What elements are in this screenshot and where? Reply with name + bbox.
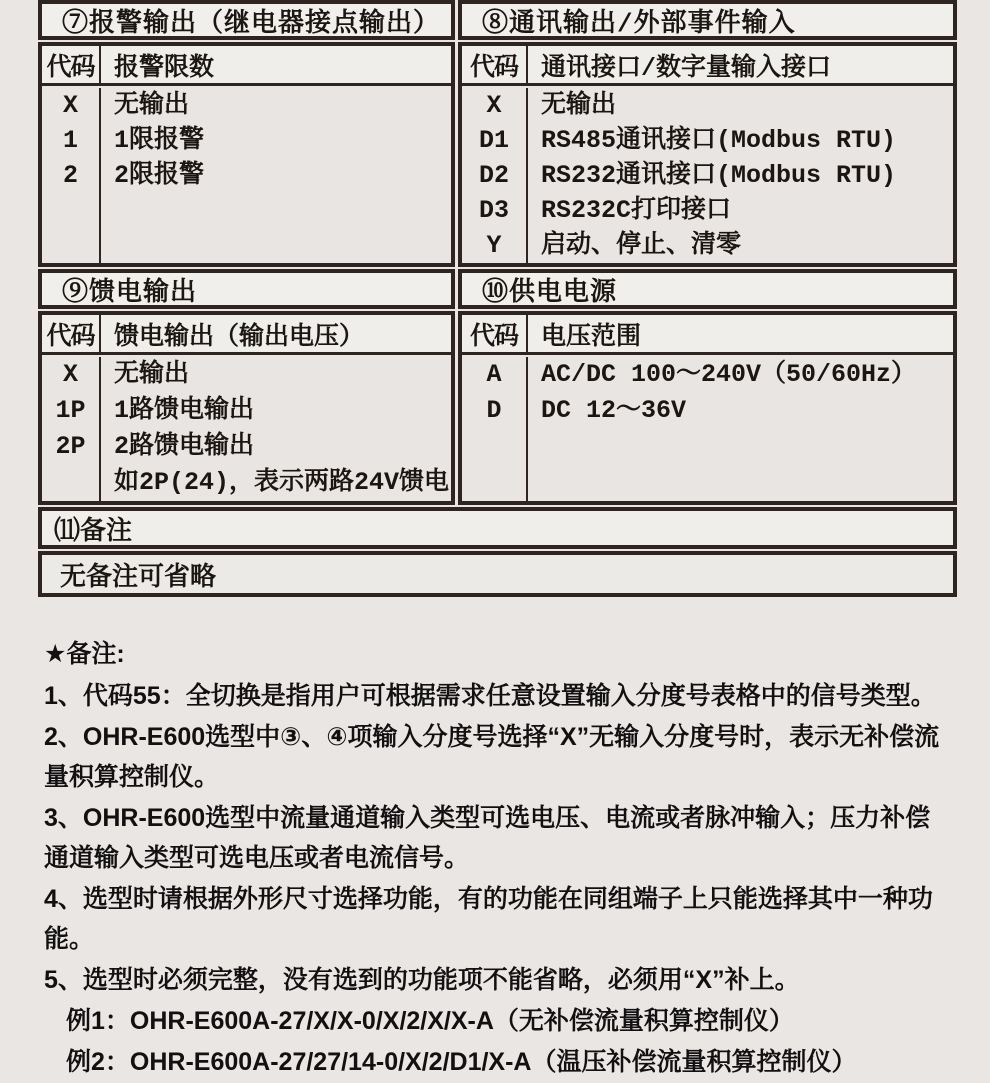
comm-header-desc: 通讯接口/数字量输入接口 <box>541 53 832 83</box>
feed-table-header <box>42 315 451 355</box>
alarm-section-title <box>38 0 455 40</box>
comm-desc-column <box>528 88 953 263</box>
table-row-code: Y <box>486 231 502 260</box>
table-row-desc: 无输出 <box>541 91 617 120</box>
remark-section-title <box>38 507 957 549</box>
power-header-desc: 电压范围 <box>541 322 642 352</box>
note-item: 4、选型时请根据外形尺寸选择功能，有的功能在同组端子上只能选择其中一种功能。 <box>44 885 933 953</box>
table-row-code: 2 <box>62 161 78 190</box>
table-row-code: A <box>486 360 502 389</box>
tables-grid <box>38 0 957 505</box>
remark-section-content <box>38 551 957 597</box>
feed-desc-column <box>101 357 451 501</box>
table-row-code: D3 <box>478 196 509 225</box>
table-row-desc: 如2P(24)，表示两路24V馈电 <box>114 468 450 497</box>
power-title-text: ⑩供电电源 <box>482 277 618 308</box>
remark-title-text: ⑾备注 <box>54 516 133 547</box>
table-row-desc: 无输出 <box>114 360 190 389</box>
remark-content-text: 无备注可省略 <box>60 562 217 593</box>
note-item: 2、OHR-E600选型中③、④项输入分度号选择“X”无输入分度号时，表示无补偿流量积算控制仪。 <box>44 723 940 791</box>
selection-tables <box>38 0 957 597</box>
notes-title: ★备注: <box>44 640 125 668</box>
table-row-desc: 无输出 <box>114 91 190 120</box>
table-row-desc: RS232通讯接口(Modbus RTU) <box>541 161 897 190</box>
comm-table <box>458 42 957 267</box>
note-item: 1、代码55：全切换是指用户可根据需求任意设置输入分度号表格中的信号类型。 <box>44 682 936 710</box>
feed-section-title <box>38 269 455 309</box>
note-item: 3、OHR-E600选型中流量通道输入类型可选电压、电流或者脉冲输入；压力补偿通道输入类型可选电压或者电流信号。 <box>44 804 931 872</box>
table-row-code: D2 <box>478 161 509 190</box>
alarm-table-header <box>42 46 451 86</box>
table-row-desc: RS485通讯接口(Modbus RTU) <box>541 126 897 155</box>
power-desc-column <box>528 357 953 501</box>
alarm-header-code: 代码 <box>42 46 101 83</box>
note-example: 例1：OHR-E600A-27/X/X-0/X/2/X/X-A（无补偿流量积算控制仪） <box>66 1007 794 1035</box>
comm-code-column <box>462 88 528 263</box>
power-table <box>458 311 957 505</box>
note-example: 例2：OHR-E600A-27/27/14-0/X/2/D1/X-A（温压补偿流量积算控制仪） <box>66 1048 857 1076</box>
power-section-title <box>458 269 957 309</box>
note-item: 5、选型时必须完整，没有选到的功能项不能省略，必须用“X”补上。 <box>44 966 800 994</box>
table-row-code: X <box>62 360 78 389</box>
table-row-desc: 2路馈电输出 <box>114 432 255 461</box>
alarm-table-body <box>42 86 451 263</box>
feed-code-column <box>42 357 101 501</box>
comm-header-code: 代码 <box>462 46 528 83</box>
alarm-desc-column <box>101 88 451 263</box>
comm-table-body <box>462 86 953 263</box>
table-row-code <box>42 465 99 501</box>
power-table-body <box>462 355 953 501</box>
power-header-code: 代码 <box>462 315 528 352</box>
comm-section-title <box>458 0 957 40</box>
feed-title-text: ⑨馈电输出 <box>62 277 198 308</box>
table-row-code: 1 <box>62 126 78 155</box>
table-row-desc: 启动、停止、清零 <box>541 231 742 260</box>
table-row-code: X <box>486 91 502 120</box>
comm-table-header <box>462 46 953 86</box>
table-row-desc: 1路馈电输出 <box>114 396 255 425</box>
feed-header-code: 代码 <box>42 315 101 352</box>
feed-table-body <box>42 355 451 501</box>
alarm-header-desc: 报警限数 <box>114 53 215 83</box>
feed-table <box>38 311 455 505</box>
table-row-code: D <box>486 396 502 425</box>
table-row-desc: 2限报警 <box>114 161 205 190</box>
table-row-desc: AC/DC 100～240V（50/60Hz） <box>541 360 917 389</box>
notes-section <box>44 634 954 1083</box>
table-row-desc: 1限报警 <box>114 126 205 155</box>
power-code-column <box>462 357 528 501</box>
power-table-header <box>462 315 953 355</box>
alarm-title-text: ⑦报警输出（继电器接点输出） <box>62 8 441 39</box>
comm-title-text: ⑧通讯输出/外部事件输入 <box>482 8 796 39</box>
table-row-code: X <box>62 91 78 120</box>
alarm-table <box>38 42 455 267</box>
feed-header-desc: 馈电输出（输出电压） <box>114 322 365 352</box>
alarm-code-column <box>42 88 101 263</box>
table-row-desc: DC 12～36V <box>541 396 687 425</box>
table-row-code: 2P <box>55 432 86 461</box>
table-row-code: 1P <box>55 396 86 425</box>
table-row-desc: RS232C打印接口 <box>541 196 732 225</box>
table-row-code: D1 <box>478 126 509 155</box>
